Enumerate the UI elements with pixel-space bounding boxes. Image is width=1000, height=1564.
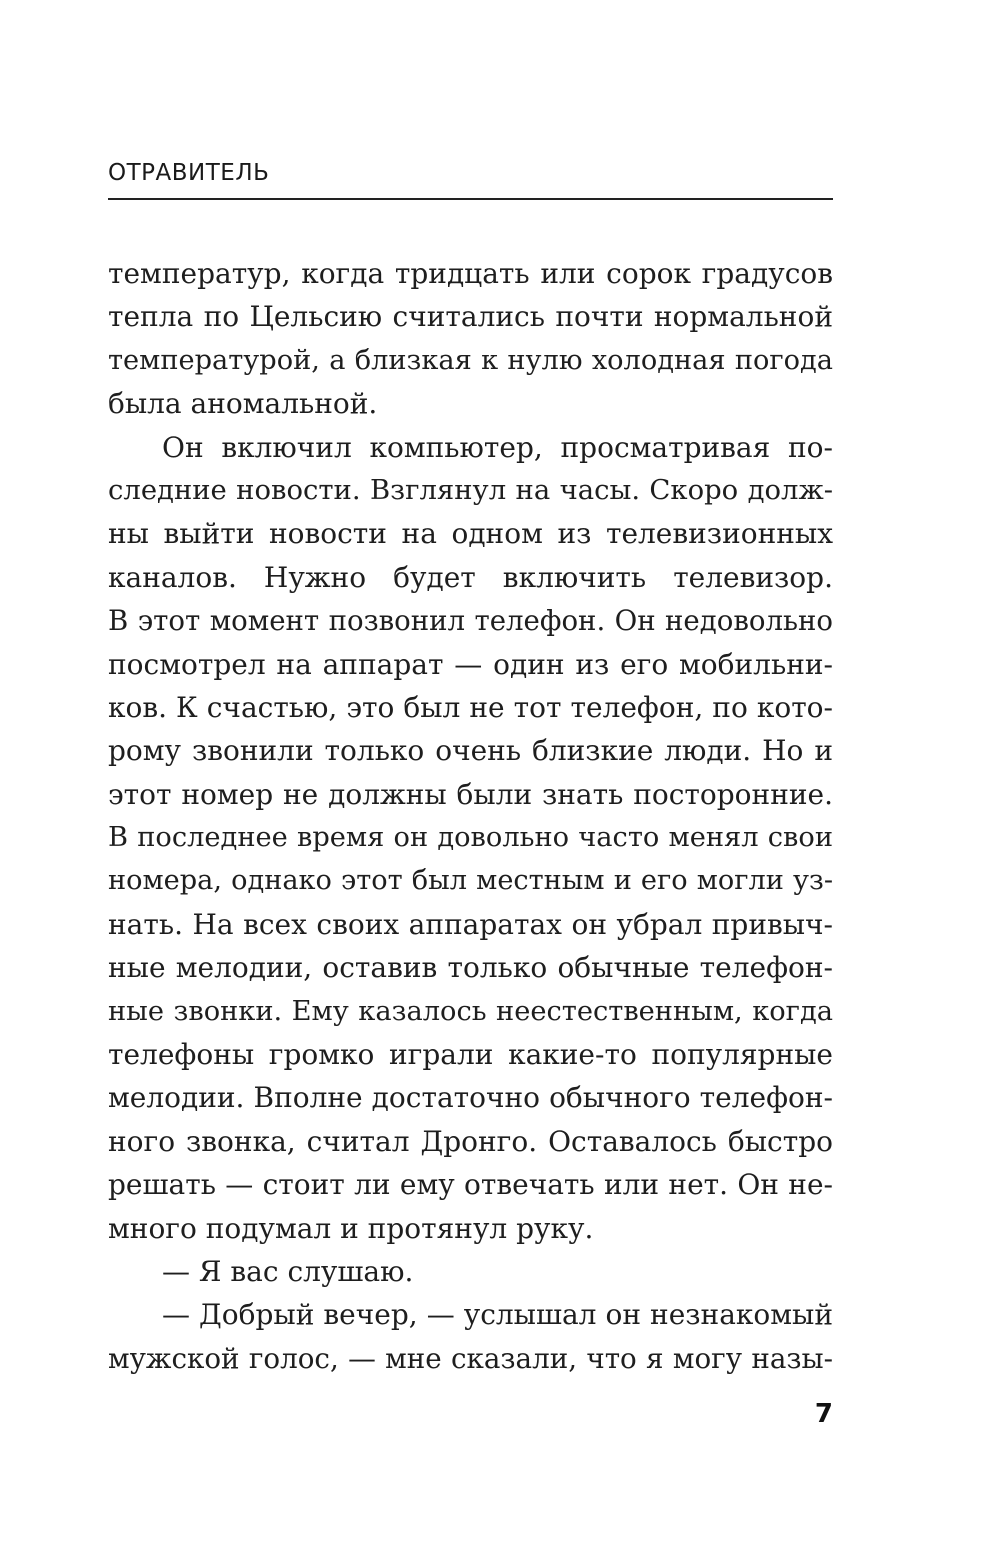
text-line: мелодии. Вполне достаточно обычного телефон- — [108, 1081, 833, 1115]
text-line: этот номер не должны были знать посторонние. — [108, 777, 833, 811]
text-line: — Я вас слушаю. — [162, 1254, 414, 1288]
text-line: много подумал и протянул руку. — [108, 1211, 594, 1245]
text-line: Он включил компьютер, просматривая по- — [162, 430, 833, 464]
text-line: ного звонка, считал Дронго. Оставалось быстро — [108, 1124, 833, 1158]
text-line: ны выйти новости на одном из телевизионных — [108, 517, 833, 551]
text-line: нать. На всех своих аппаратах он убрал привыч- — [108, 907, 833, 941]
text-line: каналов. Нужно будет включить телевизор. — [108, 560, 833, 594]
text-line: температурой, а близкая к нулю холодная погода — [108, 344, 833, 376]
header-rule — [108, 198, 833, 200]
text-line: тепла по Цельсию считались почти нормальной — [108, 300, 833, 334]
text-line: телефоны громко играли какие-то популярные — [108, 1038, 833, 1072]
text-line: решать — стоит ли ему отвечать или нет. Он не- — [108, 1168, 833, 1202]
text-line: В этот момент позвонил телефон. Он недовольно — [108, 604, 833, 638]
text-line: ные звонки. Ему казалось неестественным, когда — [108, 995, 833, 1027]
text-line: мужской голос, — мне сказали, что я могу назы- — [108, 1341, 833, 1375]
text-line: — Добрый вечер, — услышал он незнакомый — [162, 1298, 833, 1332]
text-line: была аномальной. — [108, 387, 378, 421]
text-line: температур, когда тридцать или сорок градусов — [108, 257, 833, 290]
text-line: следние новости. Взглянул на часы. Скоро долж- — [108, 474, 833, 506]
page-number: 7 — [814, 1399, 833, 1429]
text-line: ные мелодии, оставив только обычные телефон- — [108, 951, 833, 985]
text-line: В последнее время он довольно часто менял свои — [108, 822, 833, 854]
text-line: номера, однако этот был местным и его могли уз- — [108, 865, 833, 897]
running-title: ОТРАВИТЕЛЬ — [108, 160, 270, 186]
text-line: рому звонили только очень близкие люди. Но и — [108, 734, 833, 768]
text-line: ков. К счастью, это был не тот телефон, по кото- — [108, 690, 833, 724]
body-text — [108, 252, 833, 1380]
text-line: посмотрел на аппарат — один из его мобильни- — [108, 647, 833, 681]
